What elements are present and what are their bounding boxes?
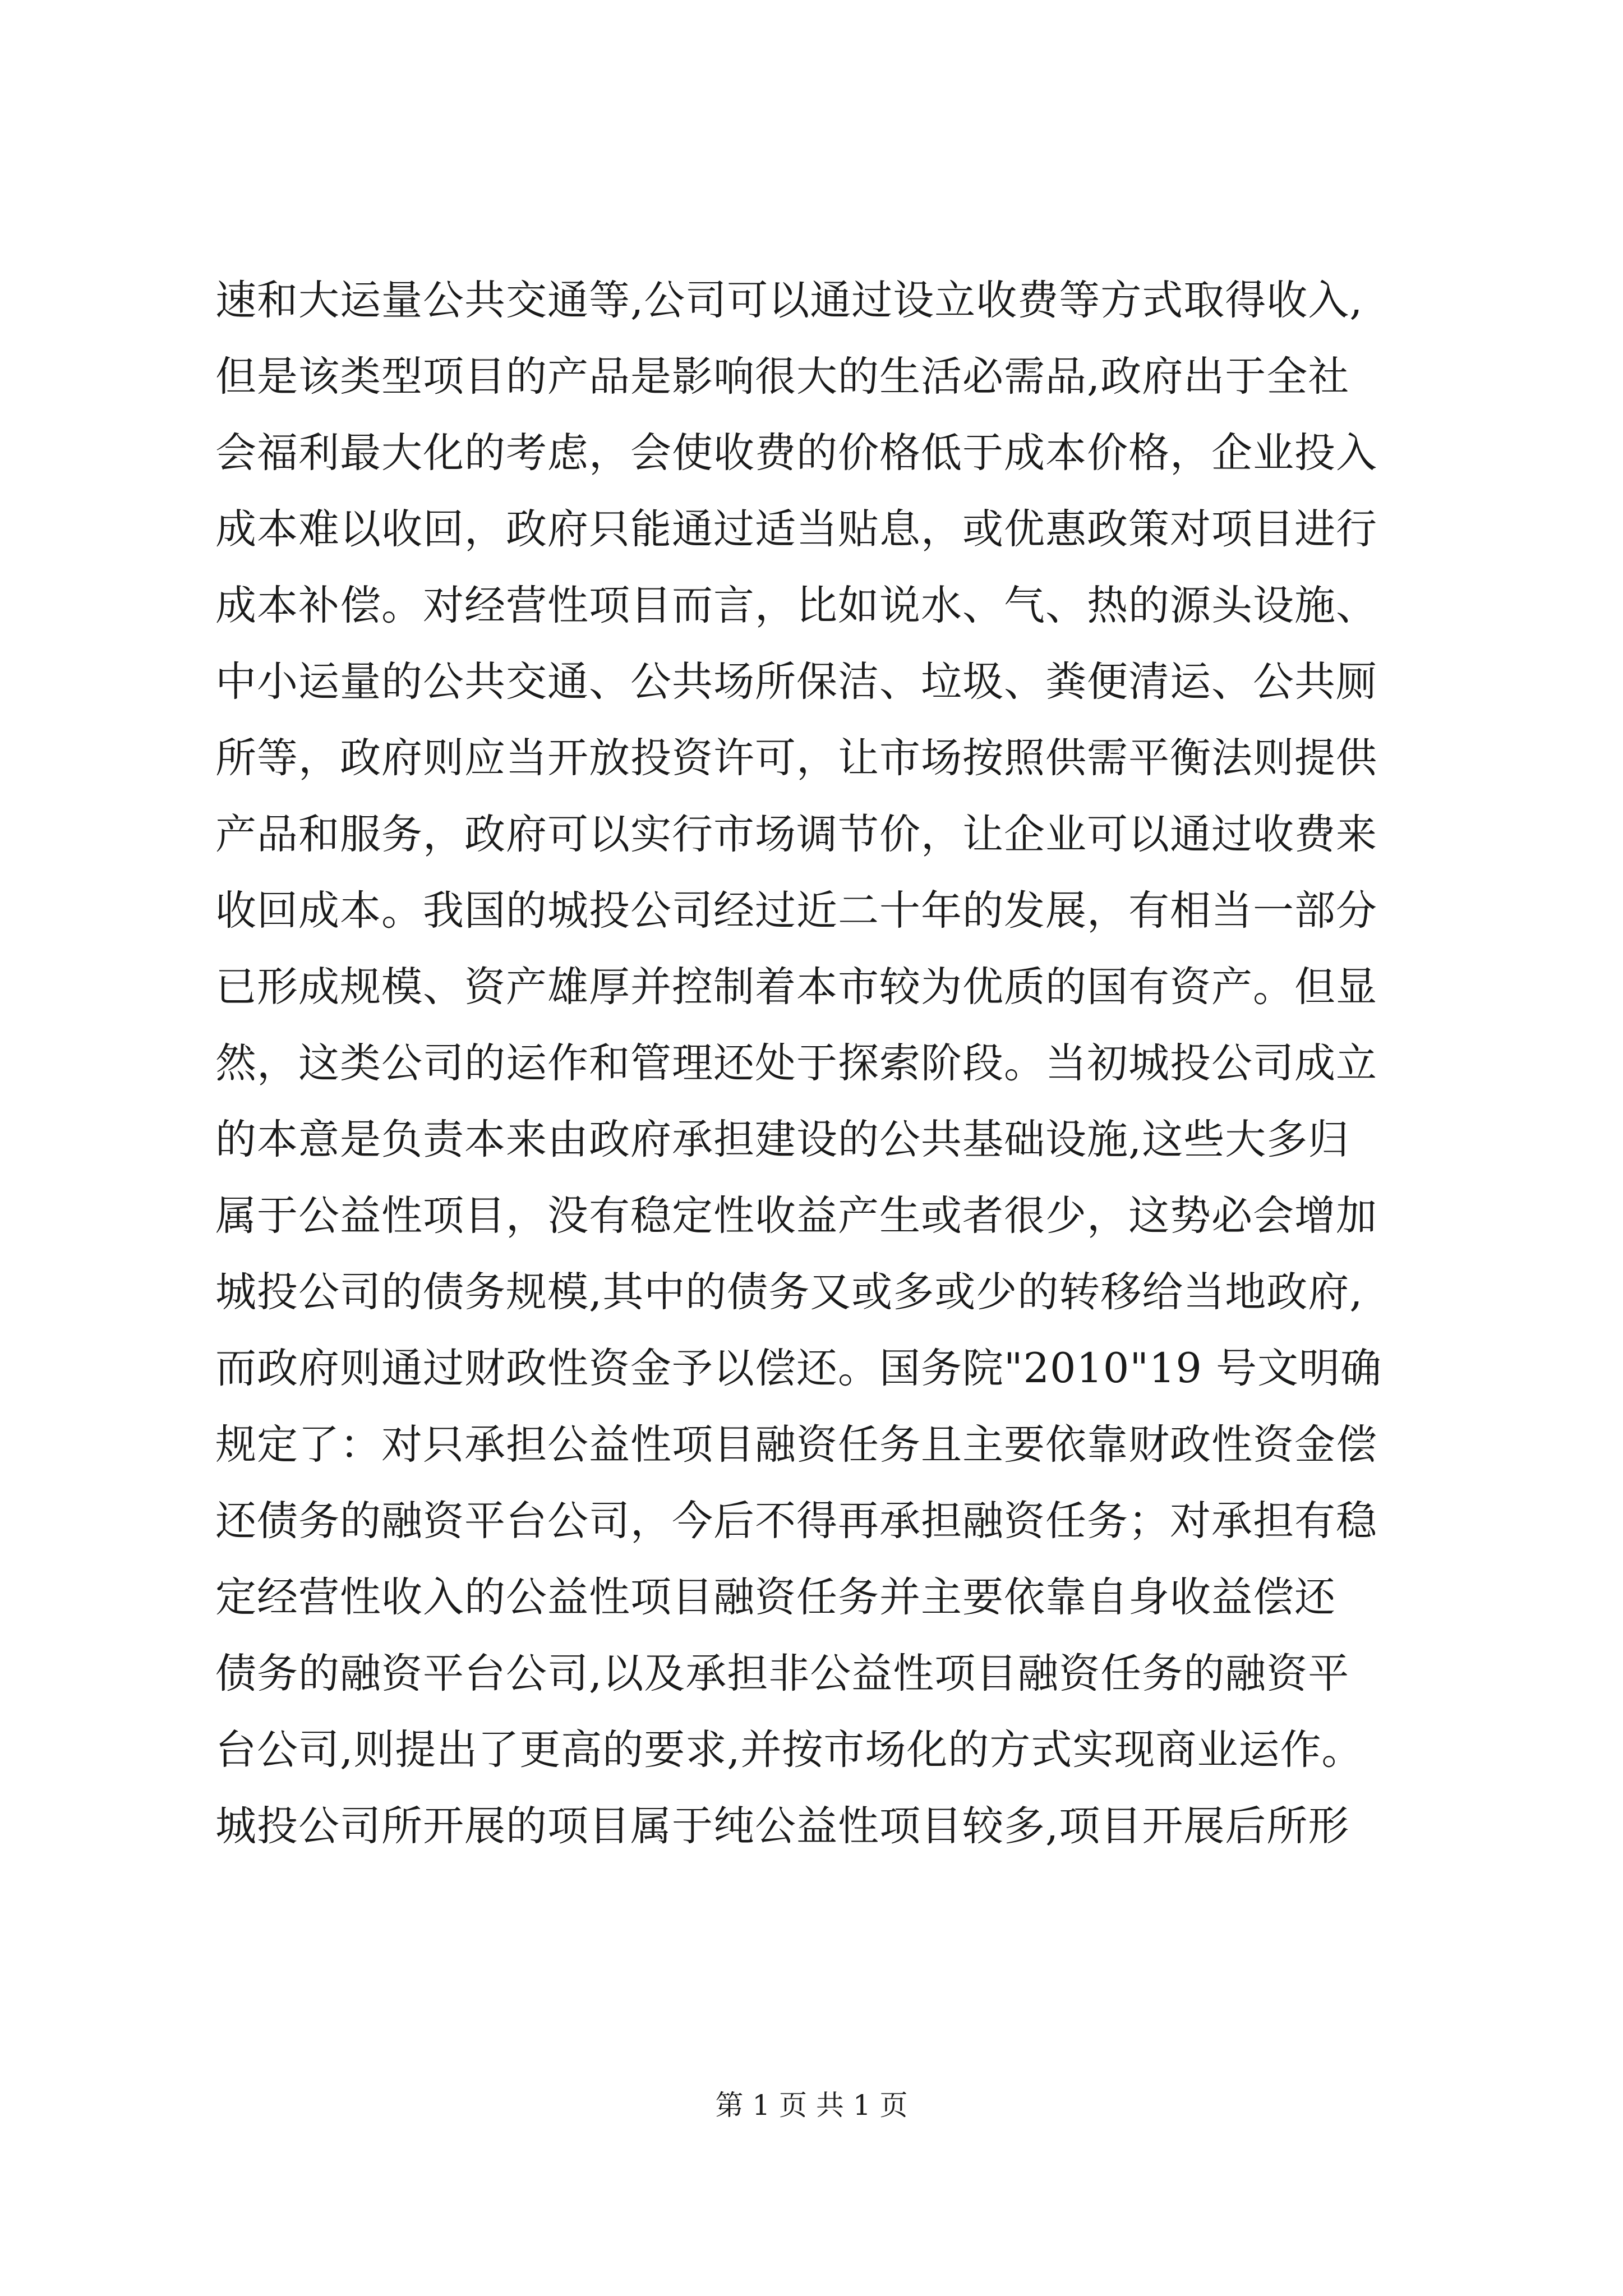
text-line: 成本补偿。对经营性项目而言，比如说水、气、热的源头设施、 — [215, 582, 1377, 629]
text-line: 属于公益性项目，没有稳定性收益产生或者很少，这势必会增加 — [215, 1192, 1377, 1240]
page-footer: 第 1 页 共 1 页 — [715, 2089, 908, 2122]
text-line: 收回成本。我国的城投公司经过近二十年的发展，有相当一部分 — [215, 887, 1377, 935]
text-line: 城投公司的债务规模,其中的债务又或多或少的转移给当地政府, — [215, 1268, 1363, 1316]
body-text — [215, 263, 1472, 1865]
text-line: 然，这类公司的运作和管理还处于探索阶段。当初城投公司成立 — [215, 1039, 1377, 1087]
text-line: 已形成规模、资产雄厚并控制着本市较为优质的国有资产。但显 — [215, 963, 1377, 1011]
text-line: 台公司,则提出了更高的要求,并按市场化的方式实现商业运作。 — [215, 1726, 1363, 1774]
text-line: 中小运量的公共交通、公共场所保洁、垃圾、粪便清运、公共厕 — [215, 658, 1377, 706]
text-line: 速和大运量公共交通等,公司可以通过设立收费等方式取得收入, — [215, 277, 1363, 324]
text-line: 还债务的融资平台公司，今后不得再承担融资任务；对承担有稳 — [215, 1497, 1377, 1545]
text-line: 定经营性收入的公益性项目融资任务并主要依靠自身收益偿还 — [215, 1573, 1336, 1621]
text-line: 而政府则通过财政性资金予以偿还。国务院"2010"19 号文明确 — [215, 1345, 1382, 1392]
text-line: 债务的融资平台公司,以及承担非公益性项目融资任务的融资平 — [215, 1650, 1350, 1697]
text-line: 但是该类型项目的产品是影响很大的生活必需品,政府出于全社 — [215, 353, 1350, 401]
text-line: 会福利最大化的考虑，会使收费的价格低于成本价格，企业投入 — [215, 429, 1377, 477]
text-line: 所等，政府则应当开放投资许可，让市场按照供需平衡法则提供 — [215, 734, 1377, 782]
text-line: 成本难以收回，政府只能通过适当贴息，或优惠政策对项目进行 — [215, 505, 1377, 553]
text-line: 产品和服务，政府可以实行市场调节价，让企业可以通过收费来 — [215, 811, 1377, 858]
text-line: 规定了：对只承担公益性项目融资任务且主要依靠财政性资金偿 — [215, 1421, 1377, 1469]
text-line: 的本意是负责本来由政府承担建设的公共基础设施,这些大多归 — [215, 1116, 1350, 1163]
text-line: 城投公司所开展的项目属于纯公益性项目较多,项目开展后所形 — [215, 1802, 1350, 1850]
